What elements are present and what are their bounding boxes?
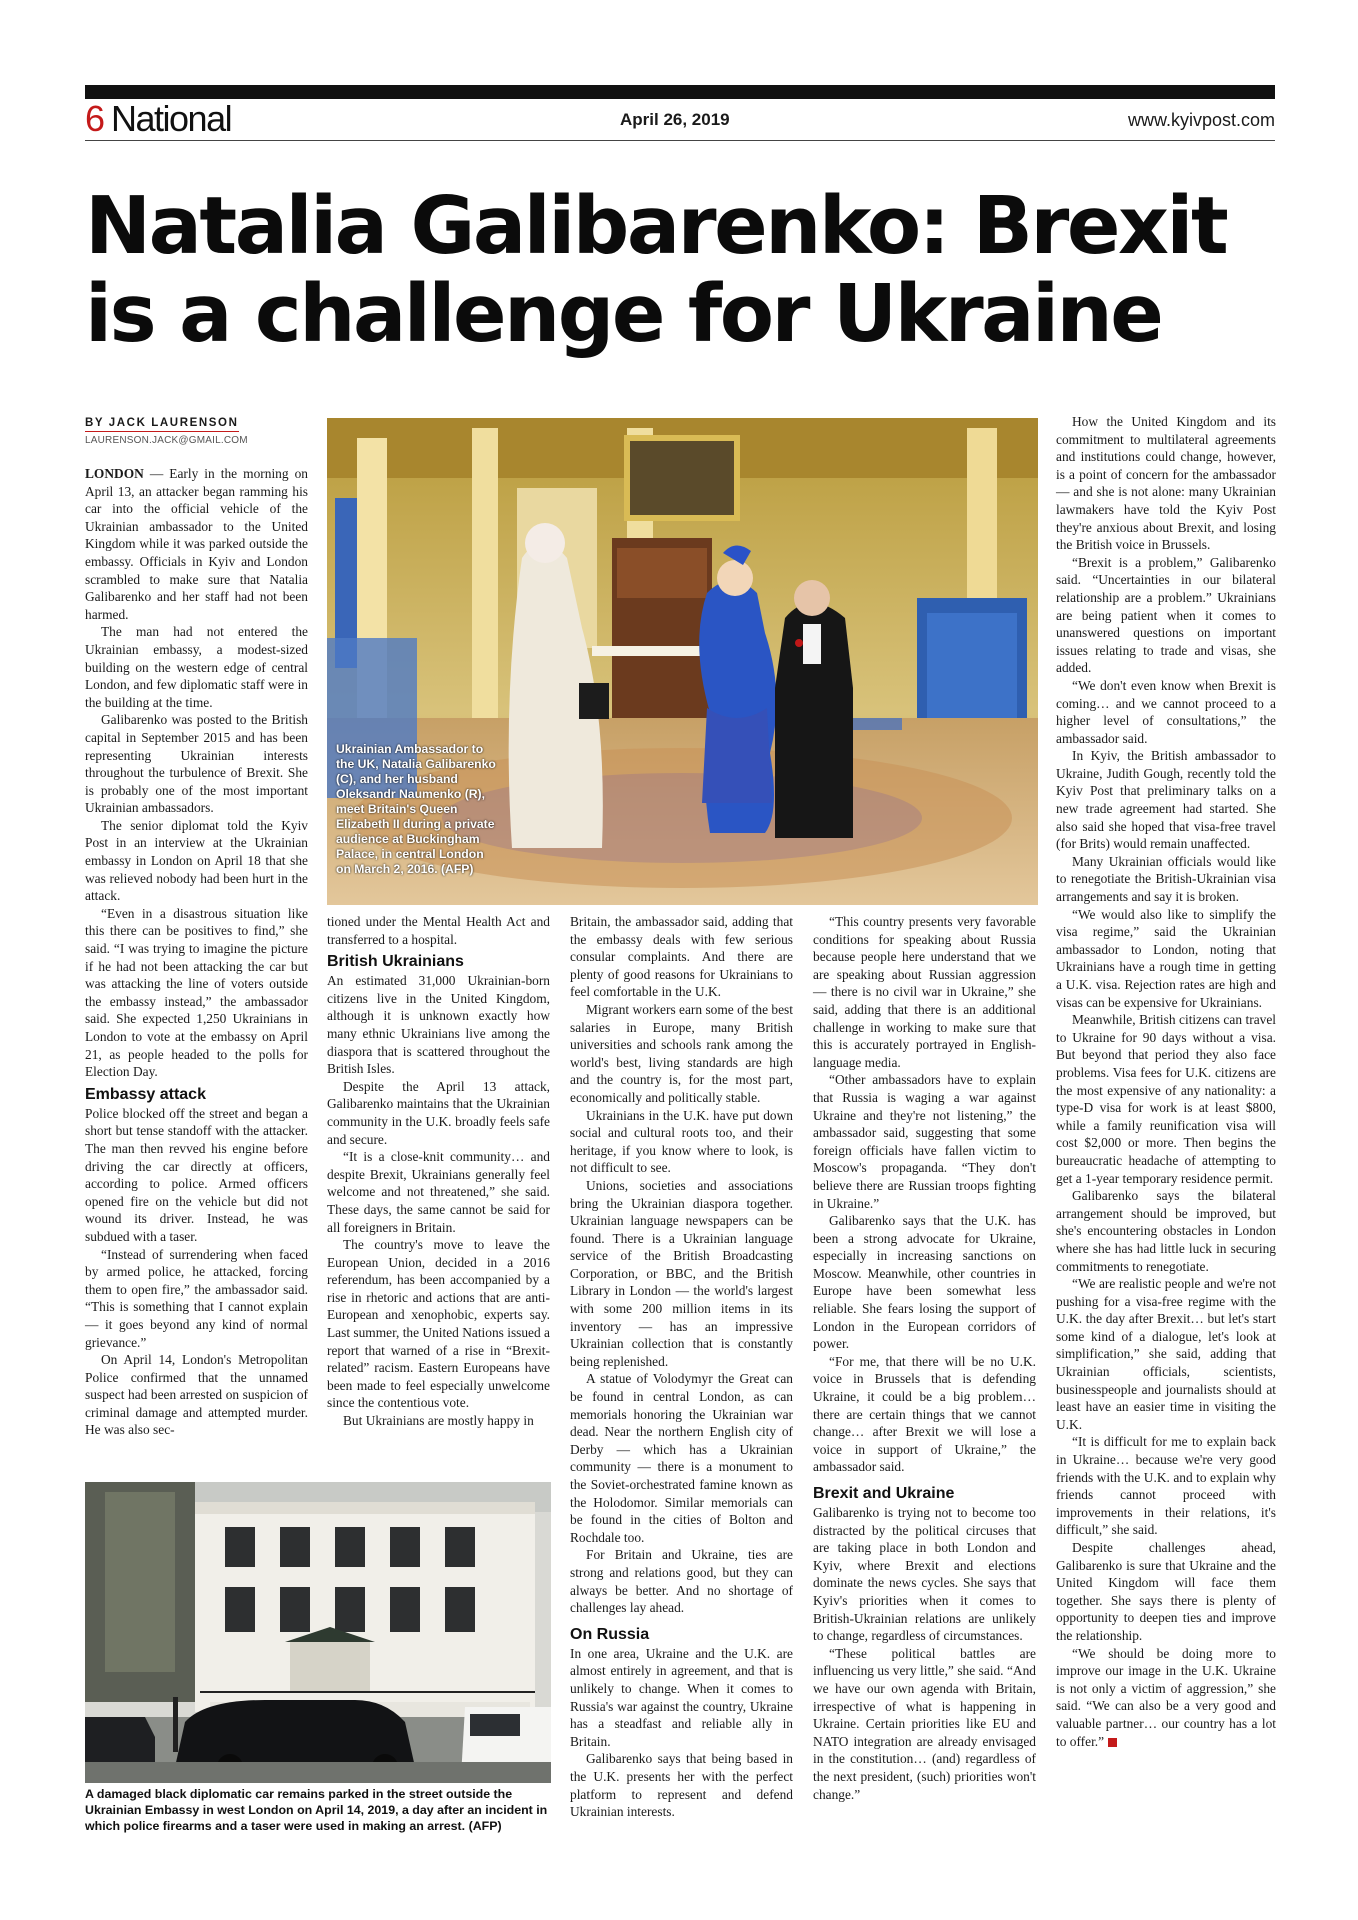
paragraph: Britain, the ambassador said, adding that the embassy deals with few serious consular complaints. And there are plenty of good reasons for Ukrainians to feel comfortable in the U.K. <box>570 914 793 1000</box>
subhead-on-russia: On Russia <box>570 1625 650 1643</box>
paragraph: Galibarenko says that the U.K. has been a strong advocate for Ukraine, especially in increasing sanctions on Moscow. Meanwhile, other countries in Europe have been somewhat less reliable. She fears losing the support of London in the European corridors of power. <box>813 1213 1036 1352</box>
paragraph: “For me, that there will be no U.K. voice in Brussels that is defending Ukraine, it could be a big problem… there are certain things that we cannot change… after Brexit we will lose a voice in support of Ukraine,” the ambassador said. <box>813 1353 1036 1475</box>
paragraph: “This country presents very favorable conditions for speaking about Russia because people here understand that we are speaking about Russian aggression — there is no civil war in Ukraine,” she said, adding that there is an additional challenge in working to make sure that this is accurately portrayed in English-language media. <box>813 914 1036 1070</box>
paragraph: Despite challenges ahead, Galibarenko is sure that Ukraine and the United Kingdom will face them together. She says there is plenty of opportunity to deepen ties and improve the relationship. <box>1056 1540 1276 1643</box>
subhead-embassy-attack: Embassy attack <box>85 1085 206 1103</box>
paragraph: “We are realistic people and we're not pushing for a visa-free regime with the U.K. the day after Brexit… but let's start some kind of a dialogue, let's look at simplification,” she said, adding that Ukrainian officials, scientists, businesspeople and journalists should at least have an easier time in visiting the U.K. <box>1056 1276 1276 1432</box>
author-name: BY JACK LAURENSON <box>85 417 239 432</box>
paragraph: For Britain and Ukraine, ties are strong and relations good, but they can always be better. And no shortage of challenges lay ahead. <box>570 1547 793 1616</box>
subhead-brexit-and-ukraine: Brexit and Ukraine <box>813 1485 955 1502</box>
paragraph: How the United Kingdom and its commitment to multilateral agreements and institutions could change, however, is a point of concern for the ambassador — and she is not alone: many Ukrainian lawmakers have told the Kyiv Post they're anxious about Brexit, and losing the British voice in Brussels. <box>1056 414 1276 553</box>
dateline: LONDON <box>85 466 144 481</box>
paragraph: Galibarenko was posted to the British capital in September 2015 and has been representing Ukrainian interests throughout the turbulence of Brexit. She is probably one of the most important Ukrainian ambassadors. <box>85 712 308 816</box>
article-column-1 <box>85 465 308 1439</box>
paragraph: “These political battles are influencing us very little,” she said. “And we have our own agenda with Britain, irrespective of what is happening in Ukraine. Certain priorities like EU and NATO integration are already envisaged in the constitution… (and) regardless of the next president, (such) priorities won't change.” <box>813 1645 1036 1802</box>
paragraph: Ukrainians in the U.K. have put down social and cultural roots too, and their heritage, if you know where to look, is not difficult to see. <box>570 1107 793 1176</box>
main-photo-caption: Ukrainian Ambassador to the UK, Natalia Galibarenko (C), and her husband Oleksandr Naumenko (R), meet Britain's Queen Elizabeth II during a private audience at Buckingham Palace, in central London on March 2, 2016. (AFP) <box>336 742 496 876</box>
paragraph: “Brexit is a problem,” Galibarenko said. “Uncertainties in our bilateral relationship are a problem.” Ukrainians are being patient when it comes to unanswered questions on important issues relating to trade and visas, she added. <box>1056 554 1276 676</box>
paragraph: In one area, Ukraine and the U.K. are almost entirely in agreement, and that is unlikely to change. When it comes to Russia's war against the country, Ukraine has a steadfast and reliable ally in Britain. <box>570 1645 793 1749</box>
paragraph: “It is difficult for me to explain back in Ukraine… because we're very good friends with the U.K. and to explain why friends cannot proceed with improvements in their relations, it's difficult,” she said. <box>1056 1434 1276 1538</box>
paragraph: Meanwhile, British citizens can travel to Ukraine for 90 days without a visa. But beyond that period they also face problems. Visa fees for U.K. citizens are the most expensive of any nationality: a type-D visa for work is at least $800, while a family reunification visa will cost $2,000 or more. Then begins the bureaucratic headache of attempting to get a 1-year temporary residence permit. <box>1056 1012 1276 1186</box>
paragraph: The country's move to leave the European Union, decided in a 2016 referendum, has been accompanied by a rise in rhetoric and actions that are anti-European and xenophobic, experts say. Last summer, the United Nations issued a report that warned of a rise in “Brexit-related” racism. Eastern Europeans have been made to feel especially unwelcome since the contentious vote. <box>327 1237 550 1411</box>
paragraph-text: — Early in the morning on April 13, an attacker began ramming his car into the official vehicle of the Ukrainian ambassador to the United Kingdom while it was parked outside the embassy. Officials in Kyiv and London scrambled to make sure that Natalia Galibarenko and her staff had not been harmed. <box>85 466 308 622</box>
paragraph: But Ukrainians are mostly happy in <box>343 1413 534 1429</box>
paragraph: In Kyiv, the British ambassador to Ukraine, Judith Gough, recently told the Kyiv Post that preliminary talks on a new trade agreement had started. She also said she hoped that visa-free travel (for Brits) would remain unaffected. <box>1056 748 1276 852</box>
headline <box>85 182 1285 358</box>
article-column-2 <box>327 913 550 1430</box>
paragraph: An estimated 31,000 Ukrainian-born citizens live in the United Kingdom, although it is unknown exactly how many ethnic Ukrainians live among the diaspora that is scattered throughout the British Isles. <box>327 973 550 1077</box>
paragraph-text: “We should be doing more to improve our image in the U.K. Ukraine is not only a victim of aggression,” she said. “We can also be a very good and valuable partner… our country has a lot to offer.” <box>1056 1645 1276 1749</box>
issue-date: April 26, 2019 <box>620 110 730 129</box>
page-number: 6 <box>85 98 105 139</box>
paragraph: tioned under the Mental Health Act and transferred to a hospital. <box>327 914 550 947</box>
paragraph: “Instead of surrendering when faced by armed police, he attacked, forcing them to open fire,” the ambassador said. “This is something that I cannot explain — it goes beyond any kind of normal grievance.” <box>85 1246 308 1350</box>
website-url: www.kyivpost.com <box>1127 110 1275 130</box>
paragraph: “We don't even know when Brexit is coming… and we cannot proceed to a higher level of consultations,” the ambassador said. <box>1056 677 1276 746</box>
paragraph: On April 14, London's Metropolitan Police confirmed that the unnamed suspect had been arrested on suspicion of criminal damage and attempted murder. He was also sec- <box>85 1352 308 1438</box>
paragraph: Despite the April 13 attack, Galibarenko maintains that the Ukrainian community in the U.K. broadly feels safe and secure. <box>327 1078 550 1147</box>
paragraph <box>85 465 308 623</box>
paragraph: Many Ukrainian officials would like to renegotiate the British-Ukrainian visa arrangements and say it is broken. <box>1056 853 1276 905</box>
paragraph: “We would also like to simplify the visa regime,” said the Ukrainian ambassador to London, noting that Ukrainians have a rough time in getting a U.K. visa. Rejection rates are high and visas can be expensive for Ukrainians. <box>1056 906 1276 1010</box>
article-column-3 <box>570 913 793 1821</box>
author-email: LAURENSON.JACK@GMAIL.COM <box>85 435 248 446</box>
paragraph: Galibarenko says the bilateral arrangement should be improved, but she's encountering obstacles in London where she has had little luck in securing commitments to renegotiate. <box>1056 1188 1276 1274</box>
paragraph <box>1056 1645 1276 1751</box>
headline-line-1: Natalia Galibarenko: Brexit <box>85 180 1227 272</box>
headline-line-2: is a challenge for Ukraine <box>85 268 1162 360</box>
page-folio <box>85 99 1275 139</box>
end-of-article-mark <box>1108 1738 1117 1747</box>
article-column-4 <box>813 913 1036 1803</box>
folio-divider <box>85 140 1275 141</box>
section-name: National <box>111 98 232 139</box>
subhead-british-ukrainians: British Ukrainians <box>327 953 464 971</box>
byline <box>85 413 315 446</box>
paragraph: Unions, societies and associations bring the Ukrainian diaspora together. Ukrainian language newspapers can be found. There is a Ukrainian language service of the British Broadcasting Corporation, or BBC, and the British Library in London — the world's largest with some 200 million items in its inventory — has an impressive Ukrainian collection that is constantly being replenished. <box>570 1177 793 1369</box>
paragraph: “Other ambassadors have to explain that Russia is waging a war against Ukraine and they're not listening,” the ambassador said, suggesting that some foreign officials have fallen victim to Moscow's propaganda. “They don't believe there are Russian troops fighting in Ukraine.” <box>813 1072 1036 1211</box>
paragraph: Migrant workers earn some of the best salaries in Europe, many British universities and schools rank among the world's best, living standards are high and the country is, for the most part, economically and politically stable. <box>570 1001 793 1105</box>
article-column-5 <box>1056 413 1276 1750</box>
embassy-photo-caption: A damaged black diplomatic car remains parked in the street outside the Ukrainian Embassy in west London on April 14, 2019, a day after an incident in which police firearms and a taser were used in making an arrest. (AFP) <box>85 1787 548 1833</box>
paragraph: A statue of Volodymyr the Great can be found in central London, as can memorials honoring the Ukrainian war dead. Near the northern English city of Derby — which has a Ukrainian community — there is a monument to the Soviet-orchestrated famine known as the Holodomor. Similar memorials can be found in the cities of Bolton and Rochdale too. <box>570 1371 793 1545</box>
paragraph: Galibarenko says that being based in the U.K. presents her with the perfect platform to represent and defend Ukrainian interests. <box>570 1751 793 1820</box>
paragraph: Police blocked off the street and began a short but tense standoff with the attacker. The man then revved his engine before driving the car directly at officers, according to police. Armed officers opened fire on the vehicle but did not wound its driver. Instead, he was subdued with a taser. <box>85 1105 308 1244</box>
paragraph: “It is a close-knit community… and despite Brexit, Ukrainians generally feel welcome and not threatened,” she said. These days, the same cannot be said for all foreigners in Britain. <box>327 1149 550 1235</box>
paragraph: “Even in a disastrous situation like this there can be positives to find,” she said. “I was trying to imagine the picture if he had not been attacking the car but was attacking the line of voters outside the embassy instead,” the ambassador said. She expected 1,250 Ukrainians in London to vote at the embassy on April 21, as people headed to the polls for Election Day. <box>85 905 308 1080</box>
paragraph: The man had not entered the Ukrainian embassy, a modest-sized building on the western edge of central London, and few diplomatic staff were in the building at the time. <box>85 624 308 710</box>
masthead-rule <box>85 85 1275 99</box>
embassy-photo <box>85 1482 551 1783</box>
paragraph: The senior diplomat told the Kyiv Post in an interview at the Ukrainian embassy in London on April 18 that she was relieved nobody had been hurt in the attack. <box>85 817 308 904</box>
paragraph: Galibarenko is trying not to become too distracted by the political circuses that are taking place in both London and Kyiv, where Brexit and elections dominate the news cycles. She says that Kyiv's priorities when it comes to British-Ukrainian relations are unlikely to change, regardless of circumstances. <box>813 1505 1036 1644</box>
